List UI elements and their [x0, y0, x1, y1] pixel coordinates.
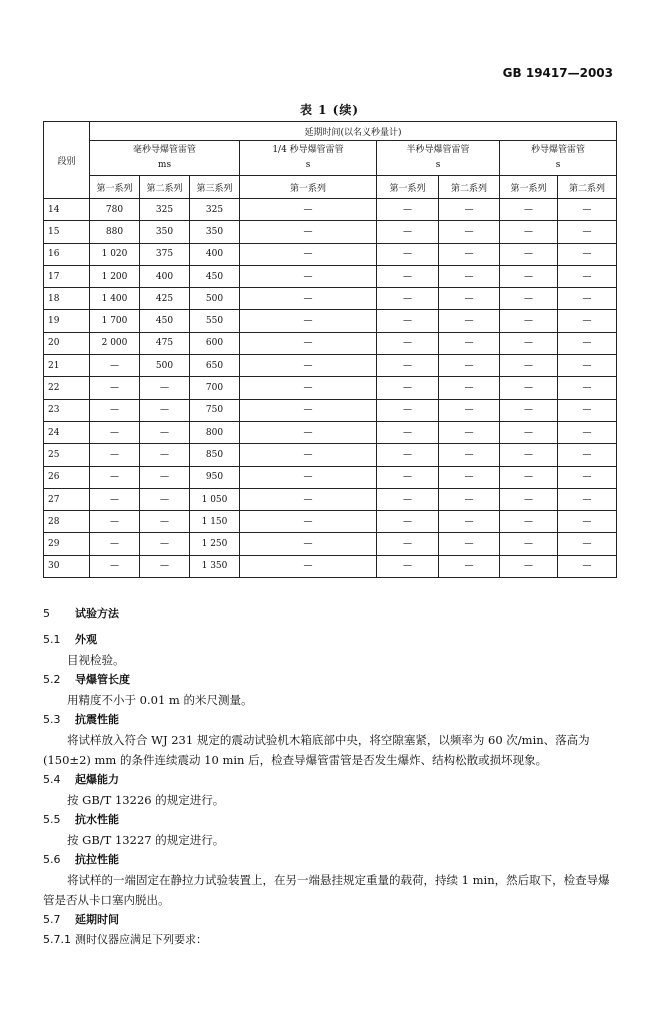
delay-cell: —	[377, 533, 439, 555]
grade-cell: 14	[44, 199, 90, 221]
delay-cell: —	[439, 221, 500, 243]
series-header: 第二系列	[439, 176, 500, 199]
delay-cell: —	[439, 265, 500, 287]
table-row	[44, 533, 617, 555]
section-title: 起爆能力	[75, 773, 119, 786]
delay-cell: 325	[140, 199, 190, 221]
series-header: 第二系列	[558, 176, 617, 199]
delay-cell: —	[377, 488, 439, 510]
delay-cell: 500	[140, 355, 190, 377]
delay-cell: —	[439, 243, 500, 265]
table-row	[44, 444, 617, 466]
delay-cell: —	[240, 555, 377, 577]
delay-cell: —	[240, 511, 377, 533]
delay-cell: 700	[190, 377, 240, 399]
delay-cell: 550	[190, 310, 240, 332]
grade-cell: 18	[44, 288, 90, 310]
delay-cell: —	[439, 444, 500, 466]
delay-cell: —	[500, 488, 558, 510]
delay-cell: —	[377, 511, 439, 533]
delay-cell: —	[90, 444, 140, 466]
delay-cell: —	[558, 466, 617, 488]
series-header: 第一系列	[500, 176, 558, 199]
delay-cell: 1 400	[90, 288, 140, 310]
grade-cell: 20	[44, 332, 90, 354]
delay-cell: —	[90, 355, 140, 377]
delay-cell: —	[500, 243, 558, 265]
delay-cell: —	[140, 466, 190, 488]
delay-cell: 400	[190, 243, 240, 265]
delay-cell: 400	[140, 265, 190, 287]
delay-cell: —	[439, 399, 500, 421]
delay-cell: 780	[90, 199, 140, 221]
table-row	[44, 243, 617, 265]
delay-cell: —	[500, 511, 558, 533]
grade-cell: 19	[44, 310, 90, 332]
section-paragraph: 按 GB/T 13227 的规定进行。	[67, 833, 225, 847]
table-row	[44, 466, 617, 488]
series-header: 第三系列	[190, 176, 240, 199]
delay-cell: 1 250	[190, 533, 240, 555]
delay-cell: —	[377, 399, 439, 421]
delay-cell: —	[240, 377, 377, 399]
grade-cell: 21	[44, 355, 90, 377]
section-paragraph: 用精度不小于 0.01 m 的米尺测量。	[67, 693, 253, 707]
delay-cell: —	[439, 533, 500, 555]
delay-cell: —	[558, 199, 617, 221]
grade-cell: 16	[44, 243, 90, 265]
delay-cell: 350	[190, 221, 240, 243]
section-subtext: 测时仪器应满足下列要求：	[75, 933, 207, 946]
grade-cell: 27	[44, 488, 90, 510]
delay-cell: 375	[140, 243, 190, 265]
delay-cell: —	[377, 288, 439, 310]
delay-cell: —	[377, 310, 439, 332]
grade-cell: 25	[44, 444, 90, 466]
delay-cell: 1 200	[90, 265, 140, 287]
delay-cell: —	[558, 288, 617, 310]
delay-cell: —	[240, 533, 377, 555]
delay-cell: —	[439, 199, 500, 221]
section-heading	[43, 604, 616, 624]
half-sec-detonator-header: 半秒导爆管雷管 s	[377, 141, 500, 176]
section-title: 抗拉性能	[75, 853, 119, 866]
delay-cell: —	[90, 533, 140, 555]
delay-cell: —	[377, 265, 439, 287]
delay-cell: —	[90, 421, 140, 443]
section-number: 5.6	[43, 853, 61, 866]
delay-cell: —	[377, 466, 439, 488]
delay-cell: 800	[190, 421, 240, 443]
delay-cell: 350	[140, 221, 190, 243]
grade-cell: 24	[44, 421, 90, 443]
delay-cell: —	[140, 444, 190, 466]
delay-cell: —	[439, 310, 500, 332]
delay-cell: —	[240, 310, 377, 332]
delay-cell: —	[558, 377, 617, 399]
section-heading	[43, 810, 616, 830]
delay-cell: —	[558, 488, 617, 510]
delay-group-header: 延期时间(以名义秒量计)	[90, 122, 617, 141]
delay-cell: —	[240, 199, 377, 221]
grade-cell: 28	[44, 511, 90, 533]
delay-cell: 1 350	[190, 555, 240, 577]
delay-cell: —	[240, 221, 377, 243]
delay-cell: —	[377, 221, 439, 243]
delay-cell: 880	[90, 221, 140, 243]
section-paragraph: 目视检验。	[67, 653, 125, 667]
delay-cell: —	[558, 355, 617, 377]
section-title: 延期时间	[75, 913, 119, 926]
delay-cell: —	[500, 288, 558, 310]
section-title: 导爆管长度	[75, 673, 130, 686]
delay-cell: 1 700	[90, 310, 140, 332]
delay-cell: 475	[140, 332, 190, 354]
grade-cell: 29	[44, 533, 90, 555]
standard-number: GB 19417—2003	[502, 66, 613, 80]
section-title: 抗震性能	[75, 713, 119, 726]
delay-cell: 850	[190, 444, 240, 466]
table-row	[44, 421, 617, 443]
delay-cell: —	[90, 555, 140, 577]
delay-cell: —	[500, 355, 558, 377]
delay-cell: —	[558, 555, 617, 577]
delay-cell: —	[377, 444, 439, 466]
section-heading	[43, 710, 616, 730]
section-heading	[43, 930, 616, 950]
delay-cell: —	[240, 265, 377, 287]
delay-cell: —	[439, 355, 500, 377]
table-row	[44, 377, 617, 399]
delay-cell: —	[500, 466, 558, 488]
delay-cell: —	[439, 488, 500, 510]
delay-cell: —	[558, 265, 617, 287]
delay-cell: 650	[190, 355, 240, 377]
section-heading	[43, 910, 616, 930]
section-heading	[43, 770, 616, 790]
delay-cell: —	[377, 377, 439, 399]
delay-cell: —	[439, 466, 500, 488]
section-title: 抗水性能	[75, 813, 119, 826]
delay-cell: —	[140, 533, 190, 555]
delay-cell: 2 000	[90, 332, 140, 354]
table-row	[44, 355, 617, 377]
section-title: 试验方法	[75, 607, 119, 620]
delay-cell: —	[558, 511, 617, 533]
delay-cell: —	[500, 421, 558, 443]
delay-cell: —	[500, 533, 558, 555]
delay-cell: —	[500, 265, 558, 287]
delay-cell: —	[90, 399, 140, 421]
delay-cell: —	[558, 399, 617, 421]
delay-cell: 450	[190, 265, 240, 287]
section-number: 5.1	[43, 633, 61, 646]
delay-cell: —	[140, 488, 190, 510]
delay-cell: —	[500, 555, 558, 577]
delay-cell: —	[500, 377, 558, 399]
delay-cell: —	[240, 355, 377, 377]
delay-cell: —	[377, 243, 439, 265]
delay-cell: —	[140, 399, 190, 421]
delay-cell: 325	[190, 199, 240, 221]
section-heading	[43, 850, 616, 870]
delay-cell: —	[439, 421, 500, 443]
delay-cell: —	[140, 511, 190, 533]
delay-cell: —	[500, 332, 558, 354]
table-row	[44, 399, 617, 421]
section-number: 5.4	[43, 773, 61, 786]
delay-cell: 1 020	[90, 243, 140, 265]
delay-cell: —	[439, 288, 500, 310]
delay-cell: 450	[140, 310, 190, 332]
grade-cell: 17	[44, 265, 90, 287]
section-number: 5	[43, 607, 50, 620]
delay-cell: 1 150	[190, 511, 240, 533]
section-title: 外观	[75, 633, 97, 646]
ms-detonator-header: 毫秒导爆管雷管 ms	[90, 141, 240, 176]
quarter-sec-detonator-header: 1/4 秒导爆管雷管 s	[240, 141, 377, 176]
table-row	[44, 310, 617, 332]
section-number: 5.5	[43, 813, 61, 826]
delay-cell: —	[377, 555, 439, 577]
delay-cell: —	[500, 310, 558, 332]
delay-cell: 750	[190, 399, 240, 421]
table-title: 表 1 (续)	[299, 103, 360, 117]
delay-cell: —	[500, 399, 558, 421]
delay-cell: —	[240, 399, 377, 421]
delay-cell: —	[377, 355, 439, 377]
delay-cell: —	[558, 221, 617, 243]
delay-cell: —	[500, 199, 558, 221]
sec-detonator-header: 秒导爆管雷管 s	[500, 141, 617, 176]
table-row	[44, 221, 617, 243]
delay-cell: —	[240, 243, 377, 265]
section-heading	[43, 630, 616, 650]
delay-cell: —	[439, 511, 500, 533]
series-header: 第二系列	[140, 176, 190, 199]
delay-cell: —	[140, 555, 190, 577]
section-number: 5.2	[43, 673, 61, 686]
series-header: 第一系列	[90, 176, 140, 199]
section-heading	[43, 670, 616, 690]
delay-cell: —	[558, 243, 617, 265]
grade-header: 段别	[44, 122, 90, 199]
delay-cell: 1 050	[190, 488, 240, 510]
delay-cell: —	[240, 421, 377, 443]
delay-cell: —	[240, 466, 377, 488]
section-paragraph: 按 GB/T 13226 的规定进行。	[67, 793, 225, 807]
delay-cell: —	[439, 332, 500, 354]
delay-cell: —	[558, 533, 617, 555]
series-header: 第一系列	[377, 176, 439, 199]
section-number: 5.7	[43, 913, 61, 926]
delay-cell: —	[558, 310, 617, 332]
table-row	[44, 555, 617, 577]
grade-cell: 22	[44, 377, 90, 399]
table-row	[44, 511, 617, 533]
table-row	[44, 199, 617, 221]
section-paragraph: 将试样的一端固定在静拉力试验装置上，在另一端悬挂规定重量的载荷，持续 1 min，然后取下，检查导爆管是否从卡口塞内脱出。	[43, 873, 610, 907]
delay-cell: —	[90, 511, 140, 533]
delay-cell: 950	[190, 466, 240, 488]
section-number: 5.7.1	[43, 933, 71, 946]
delay-cell: —	[140, 377, 190, 399]
delay-cell: —	[240, 488, 377, 510]
delay-cell: —	[240, 332, 377, 354]
delay-cell: 425	[140, 288, 190, 310]
section-number: 5.3	[43, 713, 61, 726]
grade-cell: 30	[44, 555, 90, 577]
table-row	[44, 288, 617, 310]
grade-cell: 26	[44, 466, 90, 488]
delay-cell: —	[439, 555, 500, 577]
delay-cell: —	[558, 421, 617, 443]
delay-cell: —	[558, 332, 617, 354]
delay-cell: —	[140, 421, 190, 443]
test-methods-text	[43, 604, 616, 950]
grade-cell: 23	[44, 399, 90, 421]
delay-cell: —	[240, 444, 377, 466]
table-row	[44, 332, 617, 354]
delay-cell: 500	[190, 288, 240, 310]
delay-cell: —	[377, 332, 439, 354]
grade-cell: 15	[44, 221, 90, 243]
delay-cell: 600	[190, 332, 240, 354]
delay-cell: —	[500, 444, 558, 466]
table-row	[44, 265, 617, 287]
section-paragraph: 将试样放入符合 WJ 231 规定的震动试验机木箱底部中央，将空隙塞紧，以频率为 60 次/min、落高为(150±2) mm 的条件连续震动 10 min 后，检查导爆管雷管是否发生爆炸、结构松散或损坏现象。	[43, 733, 590, 767]
delay-time-table	[43, 121, 617, 578]
delay-cell: —	[90, 488, 140, 510]
delay-cell: —	[90, 377, 140, 399]
delay-cell: —	[90, 466, 140, 488]
delay-cell: —	[439, 377, 500, 399]
delay-cell: —	[377, 199, 439, 221]
table-row	[44, 488, 617, 510]
delay-cell: —	[240, 288, 377, 310]
delay-cell: —	[558, 444, 617, 466]
series-header: 第一系列	[240, 176, 377, 199]
delay-cell: —	[500, 221, 558, 243]
delay-cell: —	[377, 421, 439, 443]
